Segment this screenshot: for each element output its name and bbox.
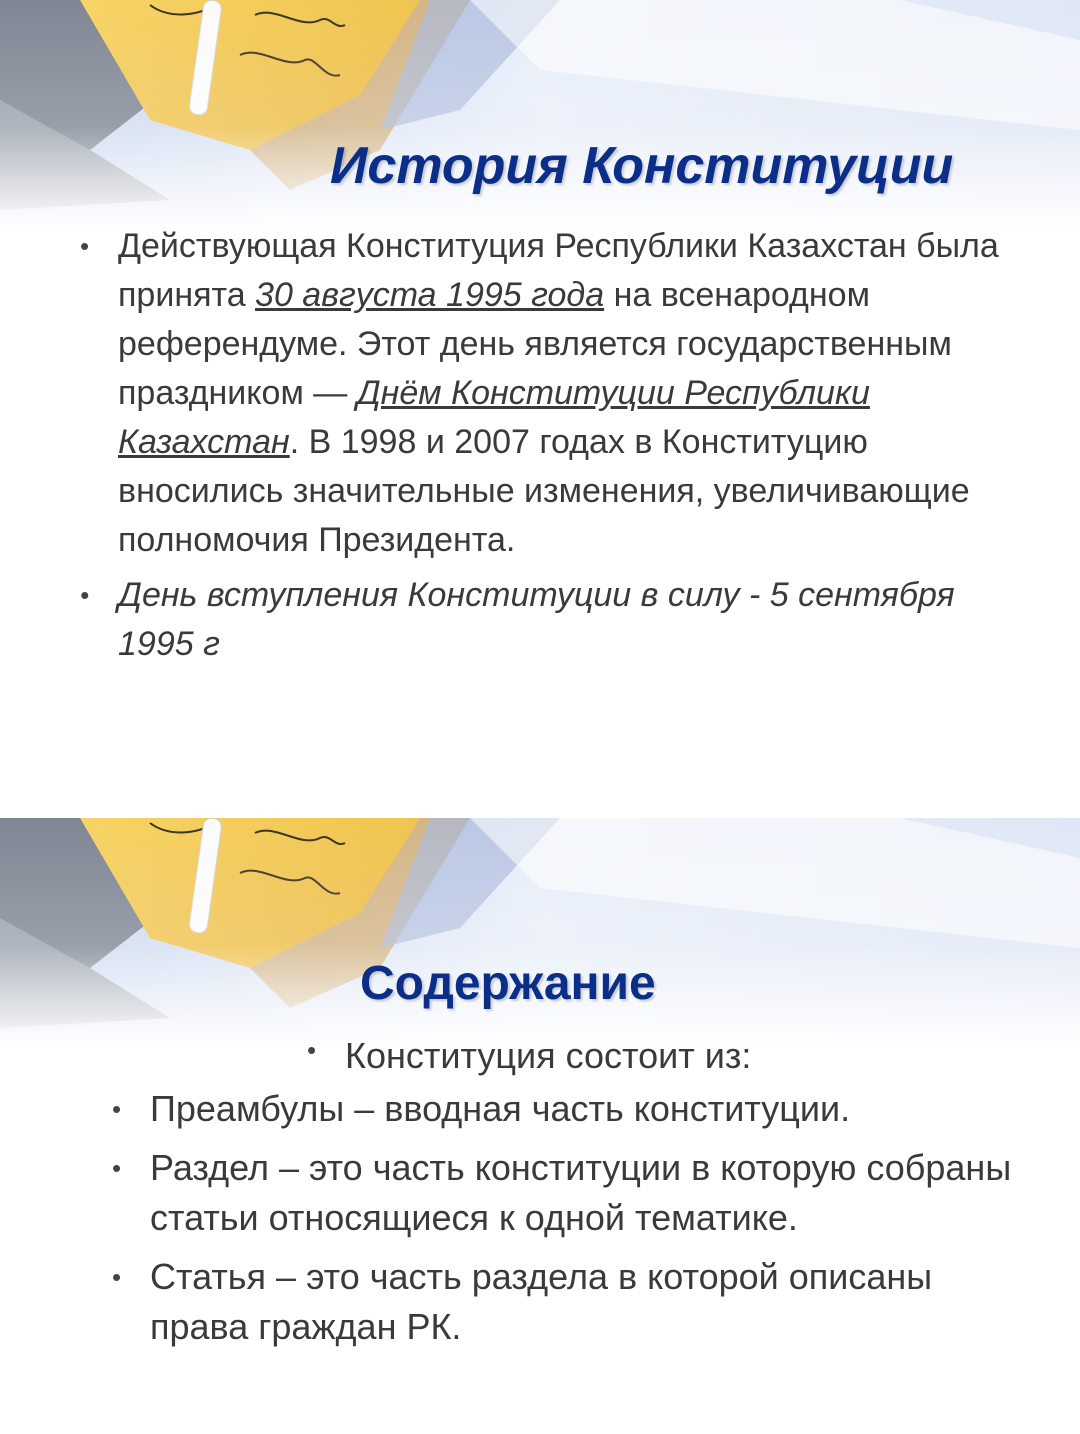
bullet-icon: • [80,231,90,261]
page-title: История Конституции [330,137,954,195]
list-item [112,1252,1030,1352]
documents-pen-illustration [0,818,1080,1048]
intro-text: Конституция состоит из: [345,1035,752,1076]
bullet-text: Раздел – это часть конституции в которую собраны статьи относящиеся к одной тематике. [150,1147,1012,1238]
bullet-icon: • [112,1094,122,1124]
bullet-icon: • [80,580,90,610]
bullet-icon: • [112,1262,122,1292]
date-link[interactable]: 30 августа 1995 года [255,276,605,314]
page-title: Содержание [360,957,656,1010]
bullet-text: . В 1998 и 2007 годах в Конституцию вносились значительные изменения, увеличивающие полномочия Президента. [118,423,970,559]
bullet-icon: • [307,1035,317,1065]
list-item [80,222,1038,565]
bullet-text: Преамбулы – вводная часть конституции. [150,1088,851,1129]
slide-gap [0,800,1080,818]
bullet-text: Статья – это часть раздела в которой описаны права граждан РК. [150,1256,933,1347]
list-item [112,1084,1030,1134]
bullet-text: День вступления Конституции в силу - 5 сентября 1995 г [118,576,955,663]
list-item [80,571,1038,669]
contents-intro [307,1035,752,1077]
contents-bullets [112,1084,1030,1361]
list-item [112,1143,1030,1243]
header-decoration [0,818,1080,1048]
holiday-link[interactable]: Днём Конституции Республики Казахстан [118,374,870,461]
bullet-text: на всенародном референдуме. Этот день является государственным праздником — [118,276,952,412]
bullet-icon: • [112,1153,122,1183]
bullet-text: Действующая Конституция Республики Казахстан была принята [118,227,999,314]
history-bullets [80,222,1038,669]
